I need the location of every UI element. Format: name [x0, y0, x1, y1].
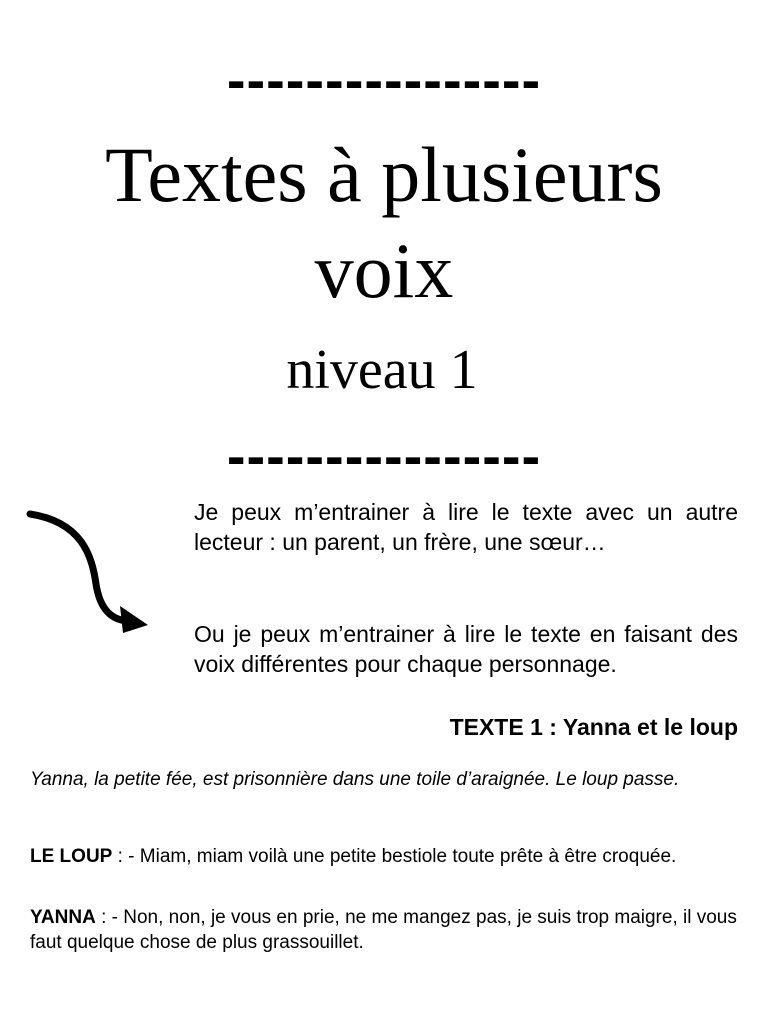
curved-arrow-icon [20, 500, 160, 640]
speaker-name: YANNA [30, 907, 96, 928]
dialogue-text: : - Non, non, je vous en prie, ne me mangez pas, je suis trop maigre, il vous faut quelque chose de plus grassouillet. [30, 907, 737, 953]
top-dashed-divider: ---------------- [226, 48, 542, 111]
story-narration: Yanna, la petite fée, est prisonnière dans une toile d’araignée. Le loup passe. [30, 769, 680, 790]
dialogue-line [30, 844, 742, 869]
bottom-dashed-divider: ---------------- [226, 424, 542, 487]
dialogue-line [30, 905, 742, 955]
speaker-name: LE LOUP [30, 846, 113, 867]
page-title-line-1: Textes à plusieurs [105, 131, 663, 218]
intro-paragraph-1: Je peux m’entrainer à lire le texte avec un autre lecteur : un parent, un frère, une sœur… [194, 499, 738, 555]
intro-paragraph-2: Ou je peux m’entrainer à lire le texte en faisant des voix différentes pour chaque personnage. [194, 621, 738, 677]
page-title-line-2: voix [314, 227, 454, 314]
dialogue-text: : - Miam, miam voilà une petite bestiole toute prête à être croquée. [112, 846, 677, 867]
page-subtitle: niveau 1 [286, 339, 478, 401]
story-heading: TEXTE 1 : Yanna et le loup [449, 714, 738, 740]
